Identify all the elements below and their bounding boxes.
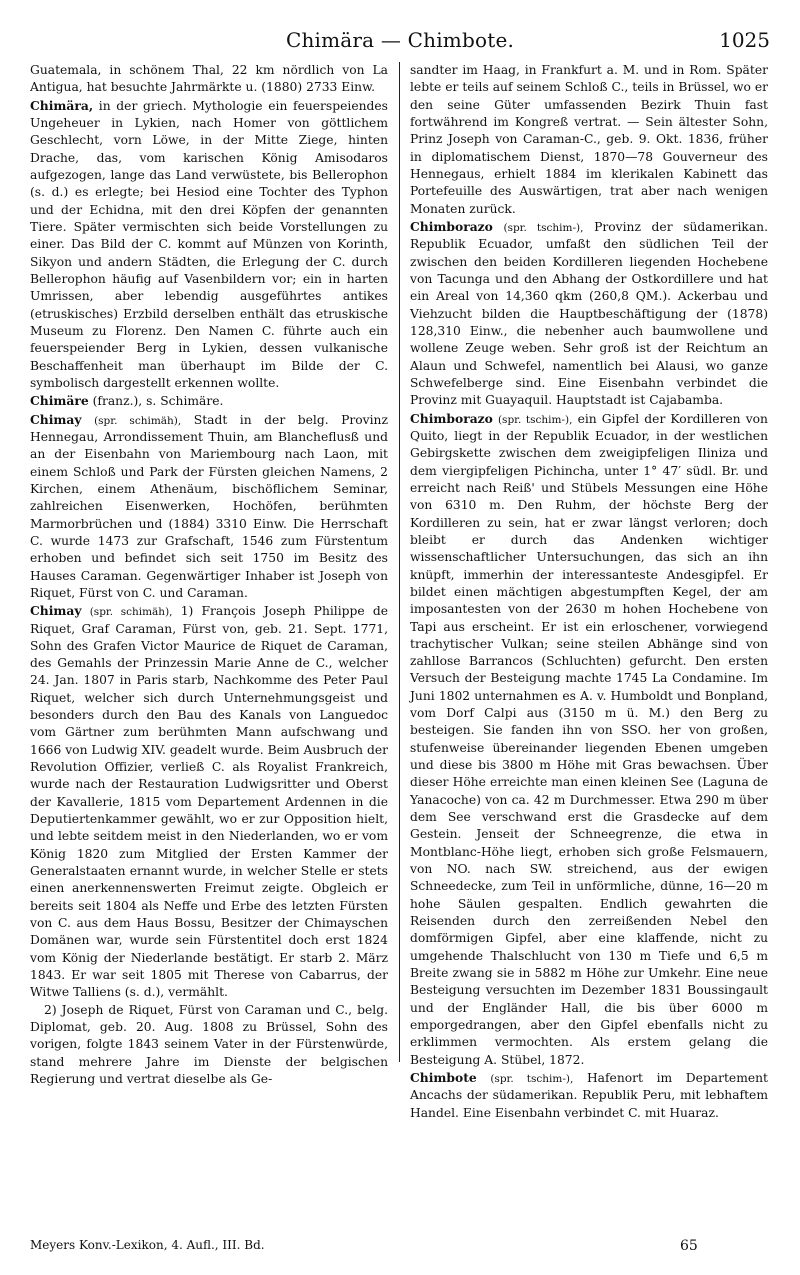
dictionary-entry [410,218,768,410]
entry-pronunciation: (spr. tschim-), [490,1073,574,1086]
entry-headword: Chimay [30,603,82,619]
sub-entry: 2) Joseph de Riquet, Fürst von Caraman und C., belg. Diplomat, geb. 20. Aug. 1808 zu Brüssel, Sohn des vorigen, folgte 1843 seinem Vater in der Fürstenwürde, stand mehrere Jahre im Dienste der belgischen Regierung und vertrat dieselbe als Ge- [30,1002,388,1087]
running-title: Chimära — Chimbote. [285,28,515,52]
dictionary-entry [30,392,388,410]
entry-headword: Chimborazo [410,410,493,426]
left-column [30,62,388,1088]
entry-pronunciation: (spr. schimäh), [89,606,173,619]
entry-text: 1) François Joseph Philippe de Riquet, Graf Caraman, Fürst von, geb. 21. Sept. 1771, Sohn des Grafen Victor Maurice de Riquet de Caraman, des Gemahls der Prinzessin Marie Anne de C., welcher 24. Jan. 1807 in Paris starb, Nachkomme des Peter Paul Riquet, welcher sich durch Unternehmungsgeist und besonders durch den Bau des Kanals von Languedoc vom Gärtner zum berühmten Mann aufschwang und 1666 von Ludwig XIV. geadelt wurde. Beim Ausbruch der Revolution Offizier, verließ C. als Royalist Frankreich, wurde nach der Restauration Ludwigsritter und Oberst der Kavallerie, 1815 vom Departement Ardennen in die Deputiertenkammer gewählt, wo er zur Opposition hielt, und lebte seitdem meist in den Niederlanden, wo er vom König 1820 zum Mitglied der Ersten Kammer der Generalstaaten ernannt wurde, in welcher Stelle er stets einen anerkennenswerten Freimut zeigte. Obgleich er bereits seit 1804 als Neffe und Erbe des letzten Fürsten von C. aus dem Haus Bossu, Besitzer der Chimayschen Domänen war, wurde sein Fürstentitel doch erst 1824 vom König der Niederlande bestätigt. Er starb 2. März 1843. Er war seit 1805 mit Therese von Cabarrus, der Witwe Talliens (s. d.), vermählt. [30,604,389,1000]
column-divider [399,62,400,1062]
sheet-number: 65 [680,1238,698,1254]
page-header [30,28,770,56]
entry-text: ein Gipfel der Kordilleren von Quito, liegt in der Republik Ecuador, in der westlichen Gebirgskette zwischen dem zweigipfeligen Iliniza und dem viergipfeligen Pichincha, unter 1° 47′ südl. Br. und erreicht nach Reiß' und Stübels Messungen eine Höhe von 6310 m. Den Ruhm, der höchste Berg der Kordilleren zu sein, hat er zwar längst verloren; doch bleibt er durch das Andenken wichtiger wissenschaftlicher Untersuchungen, das sich an ihn knüpft, immerhin der interessanteste Andesgipfel. Er bildet einen mächtigen abgestumpften Kegel, der am imposantesten von der 2630 m hohen Hochebene von Tapi aus erscheint. Er ist ein erloschener, vorwiegend trachytischer Vulkan; seine steilen Abhänge sind von zahllose Barrancos (Schluchten) gefurcht. Den ersten Versuch der Besteigung machte 1745 La Condamine. Im Juni 1802 unternahmen es A. v. Humboldt und Bonpland, vom Dorf Calpi aus (3150 m ü. M.) den Berg zu besteigen. Sie fanden ihn von SSO. her von großen, stufenweise übereinander liegenden Ebenen umgeben und diese bis 3800 m Höhe mit Gras bewachsen. Über dieser Höhe erreichte man einen kleinen See (Laguna de Yanacoche) von ca. 42 m Durchmesser. Etwa 290 m über dem See verschwand erst die Grasdecke auf dem Gestein. Jenseit der Schneegrenze, die etwa in Montblanc-Höhe liegt, erhoben sich große Felsmauern, von NO. nach SW. streichend, aus der ewigen Schneedecke, zum Teil in unförmliche, dünne, 16—20 m hohe Säulen gespalten. Endlich gewahrten die Reisenden durch den zerreißenden Nebel den domförmigen Gipfel, aber eine klaffende, nicht zu umgehende Thalschlucht von 130 m Tiefe und 6,5 m Breite zwang sie in 5882 m Höhe zur Umkehr. Eine neue Besteigung versuchten im Dezember 1831 Boussingault und der Engländer Hall, die bis über 6000 m emporgedrangen, aber den Gipfel ebenfalls nicht zu erklimmen vermochten. Als erstem gelang die Besteigung A. Stübel, 1872. [410,411,768,1067]
entry-pronunciation: (spr. tschim-), [503,221,584,234]
continued-text: sandter im Haag, in Frankfurt a. M. und in Rom. Später lebte er teils auf seinem Schloß C., teils in Brüssel, wo er den seine Güter umfassenden Bezirk Thuin fast fortwährend im Kongreß vertrat. — Sein ältester Sohn, Prinz Joseph von Caraman-C., geb. 9. Okt. 1836, früher in diplomatischem Dienst, 1870—78 Gouverneur des Hennegaus, erhielt 1884 im klerikalen Kabinett das Portefeuille des Auswärtigen, trat aber nach wenigen Monaten zurück. [410,63,768,216]
entry-text: Provinz der südamerikan. Republik Ecuador, umfaßt den südlichen Teil der zwischen den beiden Kordilleren liegenden Hochebene von Tacunga und den Abhang der Ostkordillere und hat ein Areal von 14,360 qkm (260,8 QM.). Ackerbau und Viehzucht bilden die Hauptbeschäftigung der (1878) 128,310 Einw., die nebenher auch baumwollene und wollene Zeuge weben. Sehr groß ist der Reichtum an Alaun und Schwefel, namentlich bei Alausi, wo ganze Schwefelberge sind. Eine Eisenbahn verbindet die Provinz mit Guayaquil. Hauptstadt ist Cajabamba. [410,219,768,408]
dictionary-entry [30,97,388,393]
entry-headword: Chimäre [30,393,89,409]
entry-headword: Chimay [30,411,82,427]
continued-text: Guatemala, in schönem Thal, 22 km nördlich von La Antigua, hat besuchte Jahrmärkte u. (1880) 2733 Einw. [30,63,388,95]
entry-text: (franz.), s. Schimäre. [92,394,224,409]
entry-text: Stadt in der belg. Provinz Hennegau, Arrondissement Thuin, am Blancheflusß und an der Eisenbahn von Mariembourg nach Laon, mit einem Schloß und Park der Fürsten gleichen Namens, 2 Kirchen, einem Athenäum, bischöflichem Seminar, zahlreichen Eisenwerken, Hochöfen, berühmten Marmorbrüchen und (1884) 3310 Einw. Die Herrschaft C. wurde 1473 zur Grafschaft, 1546 zum Fürstentum erhoben und befindet sich seit 1750 im Besitz des Hauses Caraman. Gegenwärtiger Inhaber ist Joseph von Riquet, Fürst von C. und Caraman. [30,412,388,600]
entry-text: in der griech. Mythologie ein feuerspeiendes Ungeheuer in Lykien, nach Homer von göttlichem Geschlecht, vorn Löwe, in der Mitte Ziege, hinten Drache, das, vom karischen König Amisodaros aufgezogen, lange das Land verwüstete, bis Bellerophon (s. d.) es erlegte; bei Hesiod eine Tochter des Typhon und der Echidna, mit den drei Köpfen der genannten Tiere. Später vermischten sich beide Vorstellungen zu einer. Das Bild der C. kommt auf Münzen von Korinth, Sikyon und andern Städten, die Erlegung der C. durch Bellerophon häufig auf Vasenbildern vor; ein in harten Umrissen, aber lebendig ausgeführtes antikes (etruskisches) Erzbild derselben enthält das etruskische Museum zu Florenz. Den Namen C. führte auch ein feuerspeiender Berg in Lykien, dessen vulkanische Beschaffenheit man überhaupt im Bilde der C. symbolisch dargestellt erkennen wollte. [30,98,388,390]
page-footer [30,1238,770,1258]
dictionary-entry [410,410,768,1069]
sheet-signature: Meyers Konv.-Lexikon, 4. Aufl., III. Bd. [30,1238,265,1252]
entry-pronunciation: (spr. tschim-), [497,413,573,426]
entry-headword: Chimborazo [410,218,493,234]
page-number: 1025 [719,28,770,52]
dictionary-entry [30,602,388,1002]
entry-text: Hafenort im Departement Ancachs der südamerikan. Republik Peru, mit lebhaftem Handel. Eine Eisenbahn verbindet C. mit Huaraz. [410,1071,768,1120]
entry-headword: Chimära, [30,97,94,113]
right-column [410,62,768,1122]
dictionary-entry [30,411,388,603]
entry-headword: Chimbote [410,1070,477,1086]
dictionary-entry [410,1069,768,1122]
entry-pronunciation: (spr. schimäh), [94,414,182,427]
